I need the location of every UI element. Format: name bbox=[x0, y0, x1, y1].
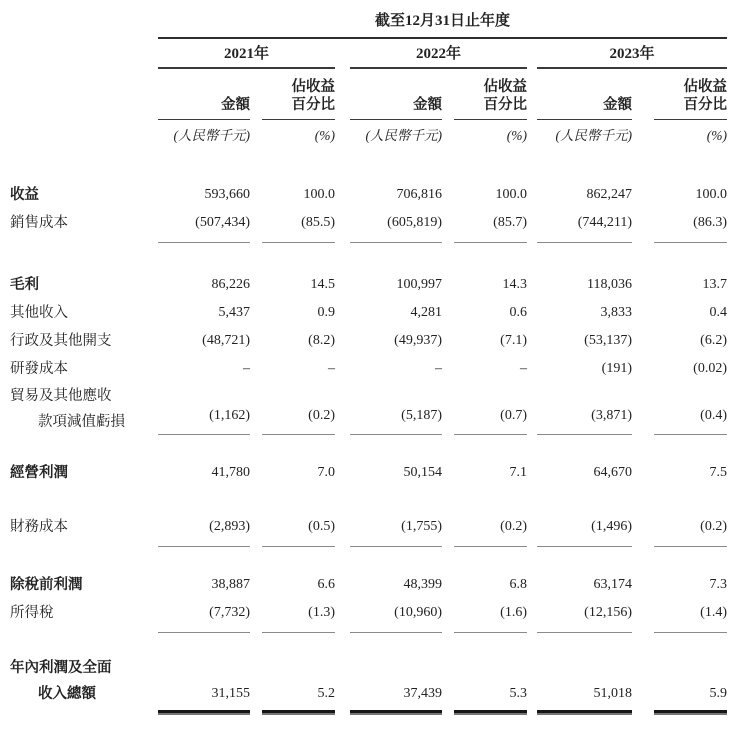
cell-2021-amount: (507,434) bbox=[158, 209, 250, 243]
cell-2021-amount: 31,155 bbox=[211, 686, 250, 701]
cell-2021-amount: (7,732) bbox=[158, 599, 250, 633]
table-row-operating-profit bbox=[10, 459, 727, 487]
double-rule-segment bbox=[654, 710, 727, 715]
cell-2022-pct: 5.3 bbox=[509, 686, 527, 701]
pct-header-line2: 百分比 bbox=[483, 97, 527, 113]
cell-2021-pct: (0.2) bbox=[262, 403, 335, 435]
spacer bbox=[10, 633, 727, 655]
row-label bbox=[10, 655, 150, 707]
double-rule-segment bbox=[262, 710, 335, 715]
cell-2022-pct: (0.7) bbox=[454, 403, 527, 435]
row-label: 收益 bbox=[10, 187, 39, 203]
year-2023: 2023年 bbox=[537, 46, 727, 69]
cell-2021-amount: 86,226 bbox=[211, 277, 250, 292]
cell-2022-pct: (0.2) bbox=[454, 513, 527, 547]
cell-2023-pct: (0.4) bbox=[654, 403, 727, 435]
cell-2023-amount: (53,137) bbox=[584, 333, 632, 348]
cell-2021-pct: (0.5) bbox=[262, 513, 335, 547]
cell-2023-pct: 13.7 bbox=[702, 277, 727, 292]
row-label: 經營利潤 bbox=[10, 465, 68, 481]
cell-2023-amount: 3,833 bbox=[600, 305, 632, 320]
cell-2022-amount: (605,819) bbox=[350, 209, 442, 243]
cell-2022-amount: 100,997 bbox=[396, 277, 442, 292]
cell-2022-amount: 706,816 bbox=[396, 187, 442, 202]
cell-2022-amount: (1,755) bbox=[350, 513, 442, 547]
cell-2023-pct: (0.2) bbox=[654, 513, 727, 547]
cell-2022-pct: 14.3 bbox=[502, 277, 527, 292]
pct-header-line1: 佔收益 bbox=[291, 79, 335, 95]
total-double-rule-row bbox=[10, 710, 727, 715]
pct-header-2021 bbox=[262, 78, 335, 120]
cell-2022-amount: (5,187) bbox=[350, 403, 442, 435]
year-2021: 2021年 bbox=[158, 46, 335, 69]
cell-2023-pct: (1.4) bbox=[654, 599, 727, 633]
row-label: 所得稅 bbox=[10, 605, 54, 621]
column-header-row bbox=[10, 78, 727, 120]
cell-2023-amount: 862,247 bbox=[586, 187, 632, 202]
cell-2021-amount: (2,893) bbox=[158, 513, 250, 547]
cell-2023-pct: (6.2) bbox=[700, 333, 727, 348]
cell-2023-pct: (86.3) bbox=[654, 209, 727, 243]
spacer bbox=[10, 435, 727, 459]
table-row-cost-of-sales bbox=[10, 209, 727, 243]
cell-2021-pct: (8.2) bbox=[308, 333, 335, 348]
cell-2023-pct: 7.5 bbox=[709, 465, 727, 480]
income-statement-table bbox=[10, 12, 727, 715]
row-label: 研發成本 bbox=[10, 361, 68, 377]
cell-2023-pct: 5.9 bbox=[709, 686, 727, 701]
pct-header-line2: 百分比 bbox=[291, 97, 335, 113]
table-row-rd-costs bbox=[10, 355, 727, 383]
cell-2022-pct: (85.7) bbox=[454, 209, 527, 243]
cell-2022-pct: (7.1) bbox=[500, 333, 527, 348]
spacer bbox=[10, 487, 727, 513]
financial-statement-page bbox=[0, 12, 736, 732]
table-row-total-comprehensive-income bbox=[10, 655, 727, 707]
cell-2021-amount: 41,780 bbox=[211, 465, 250, 480]
unit-amount-2023: (人民幣千元) bbox=[555, 128, 632, 143]
cell-2023-amount: (1,496) bbox=[537, 513, 632, 547]
row-label-line2: 款項減值虧損 bbox=[38, 414, 125, 430]
cell-2023-pct: 7.3 bbox=[709, 577, 727, 592]
table-row-finance-costs bbox=[10, 513, 727, 547]
table-row-other-income bbox=[10, 299, 727, 327]
row-label: 除稅前利潤 bbox=[10, 577, 83, 593]
cell-2021-pct: – bbox=[328, 361, 335, 376]
cell-2023-pct: 0.4 bbox=[709, 305, 727, 320]
cell-2023-amount: 118,036 bbox=[587, 277, 632, 292]
cell-2021-amount: 593,660 bbox=[204, 187, 250, 202]
cell-2021-pct: (1.3) bbox=[262, 599, 335, 633]
cell-2022-pct: 6.8 bbox=[509, 577, 527, 592]
row-label: 財務成本 bbox=[10, 519, 68, 535]
cell-2022-amount: 37,439 bbox=[403, 686, 442, 701]
row-label bbox=[10, 383, 150, 435]
double-rule-segment bbox=[158, 710, 250, 715]
cell-2022-pct: 100.0 bbox=[495, 187, 527, 202]
cell-2021-pct: 0.9 bbox=[317, 305, 335, 320]
cell-2021-amount: 5,437 bbox=[218, 305, 250, 320]
amount-header-2022: 金額 bbox=[350, 96, 442, 120]
spacer bbox=[10, 145, 727, 181]
cell-2021-amount: (48,721) bbox=[202, 333, 250, 348]
table-row-admin-expenses bbox=[10, 327, 727, 355]
cell-2021-pct: 14.5 bbox=[310, 277, 335, 292]
cell-2021-pct: 6.6 bbox=[317, 577, 335, 592]
cell-2023-amount: 64,670 bbox=[593, 465, 632, 480]
period-header-row bbox=[10, 12, 727, 39]
cell-2022-amount: – bbox=[435, 361, 442, 376]
pct-header-line1: 佔收益 bbox=[683, 79, 727, 95]
table-row-gross-profit bbox=[10, 271, 727, 299]
cell-2021-amount: 38,887 bbox=[211, 577, 250, 592]
cell-2021-amount: – bbox=[243, 361, 250, 376]
cell-2022-pct: – bbox=[520, 361, 527, 376]
cell-2021-amount: (1,162) bbox=[158, 403, 250, 435]
cell-2022-pct: (1.6) bbox=[454, 599, 527, 633]
unit-pct-2022: (%) bbox=[506, 128, 527, 143]
row-label-line1: 年內利潤及全面 bbox=[10, 660, 112, 676]
period-header: 截至12月31日止年度 bbox=[158, 12, 727, 39]
cell-2023-amount: (744,211) bbox=[537, 209, 632, 243]
year-2022: 2022年 bbox=[350, 46, 527, 69]
cell-2023-amount: 51,018 bbox=[593, 686, 632, 701]
cell-2021-pct: 7.0 bbox=[317, 465, 335, 480]
amount-header-2023: 金額 bbox=[537, 96, 632, 120]
cell-2023-amount: (3,871) bbox=[537, 403, 632, 435]
double-rule-segment bbox=[350, 710, 442, 715]
table-row-revenue bbox=[10, 181, 727, 209]
cell-2022-amount: 4,281 bbox=[410, 305, 442, 320]
double-rule-segment bbox=[454, 710, 527, 715]
cell-2023-amount: (191) bbox=[601, 361, 632, 376]
amount-header-2021: 金額 bbox=[158, 96, 250, 120]
spacer bbox=[10, 547, 727, 571]
double-rule-segment bbox=[537, 710, 632, 715]
unit-amount-2022: (人民幣千元) bbox=[365, 128, 442, 143]
cell-2021-pct: (85.5) bbox=[262, 209, 335, 243]
cell-2022-pct: 0.6 bbox=[509, 305, 527, 320]
unit-pct-2021: (%) bbox=[314, 128, 335, 143]
cell-2022-amount: 50,154 bbox=[403, 465, 442, 480]
row-label: 銷售成本 bbox=[10, 215, 68, 231]
cell-2023-amount: (12,156) bbox=[537, 599, 632, 633]
pct-header-2022 bbox=[454, 78, 527, 120]
year-header-row bbox=[10, 46, 727, 69]
pct-header-line2: 百分比 bbox=[683, 97, 727, 113]
cell-2023-pct: 100.0 bbox=[695, 187, 727, 202]
cell-2022-amount: (49,937) bbox=[394, 333, 442, 348]
row-label-line2: 收入總額 bbox=[38, 686, 96, 702]
pct-header-2023 bbox=[654, 78, 727, 120]
row-label: 毛利 bbox=[10, 277, 39, 293]
cell-2022-pct: 7.1 bbox=[509, 465, 527, 480]
row-label: 行政及其他開支 bbox=[10, 333, 112, 349]
row-label-line1: 貿易及其他應收 bbox=[10, 388, 112, 404]
cell-2023-amount: 63,174 bbox=[593, 577, 632, 592]
table-row-impairment-loss bbox=[10, 383, 727, 435]
cell-2022-amount: 48,399 bbox=[403, 577, 442, 592]
cell-2021-pct: 100.0 bbox=[303, 187, 335, 202]
table-row-income-tax bbox=[10, 599, 727, 633]
cell-2022-amount: (10,960) bbox=[350, 599, 442, 633]
table-row-profit-before-tax bbox=[10, 571, 727, 599]
cell-2023-pct: (0.02) bbox=[693, 361, 727, 376]
unit-pct-2023: (%) bbox=[706, 128, 727, 143]
spacer bbox=[10, 243, 727, 271]
cell-2021-pct: 5.2 bbox=[317, 686, 335, 701]
row-label: 其他收入 bbox=[10, 305, 68, 321]
pct-header-line1: 佔收益 bbox=[483, 79, 527, 95]
units-row bbox=[10, 127, 727, 145]
unit-amount-2021: (人民幣千元) bbox=[173, 128, 250, 143]
